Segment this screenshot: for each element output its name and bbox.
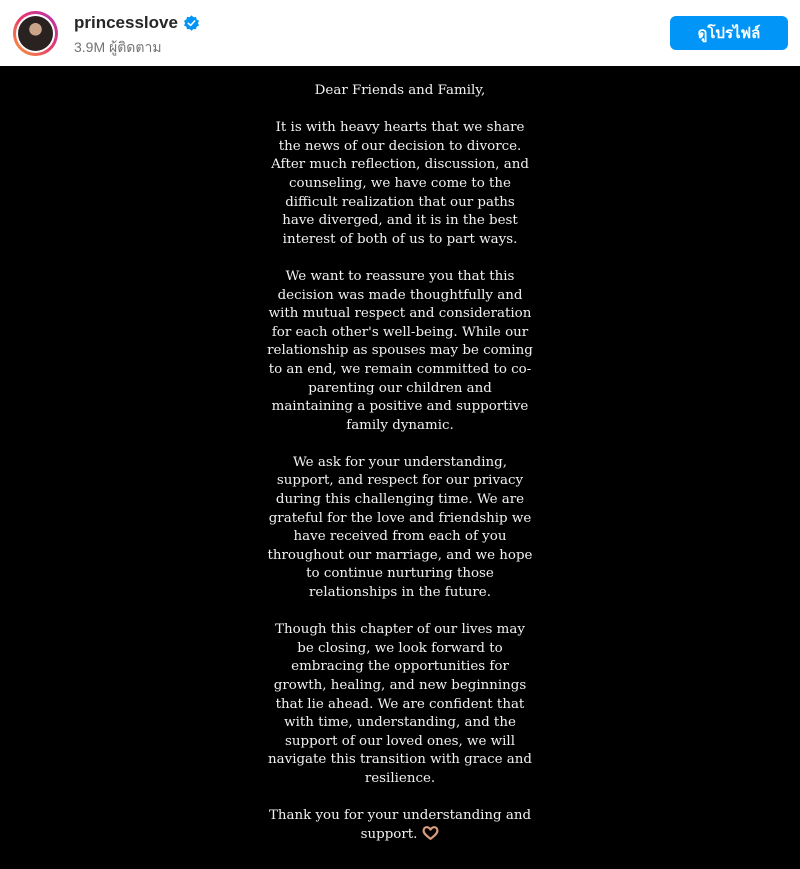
letter-line: decision was made thoughtfully and [277,287,523,303]
letter-line: resilience. [364,770,436,786]
letter-line: interest of both of us to part ways. [282,231,518,247]
letter-line: difficult realization that our paths [285,194,515,210]
post-header [0,0,800,66]
paragraph-1 [250,119,550,249]
letter-line: support. [360,826,418,842]
letter-line: to continue nurturing those [306,566,494,582]
letter-line: We want to reassure you that this [285,268,515,284]
letter-line: navigate this transition with grace and [268,752,532,768]
paragraph-4 [250,621,550,788]
view-profile-button[interactable]: ดูโปรไฟล์ [670,16,788,50]
avatar-photo [18,16,53,51]
follower-count: 3.9M ผู้ติดตาม [74,39,162,55]
letter-line: grateful for the love and friendship we [268,510,532,526]
letter-line: that lie ahead. We are confident that [275,696,525,712]
letter-line: support of our loved ones, we will [285,733,515,749]
letter-line: After much reflection, discussion, and [271,157,529,173]
letter-line: with mutual respect and consideration [268,306,532,322]
letter-line: Thank you for your understanding and [268,808,532,824]
paragraph-3 [250,454,550,603]
paragraph-2 [250,268,550,435]
username-link[interactable]: princesslove [74,13,178,32]
letter-line: embracing the opportunities for [291,659,509,675]
letter-line: during this challenging time. We are [275,492,525,508]
letter-line: support, and respect for our privacy [276,473,524,489]
letter-line: family dynamic. [346,417,454,433]
letter-line: to an end, we remain committed to co- [268,361,532,377]
salutation: Dear Friends and Family, [314,83,486,98]
letter-line: We ask for your understanding, [293,454,507,470]
letter-line: Though this chapter of our lives may [275,622,525,638]
letter-line: for each other's well-being. While our [271,324,529,340]
letter-line: throughout our marriage, and we hope [267,547,533,563]
letter-line: the news of our decision to divorce. [278,138,522,154]
letter-line: relationship as spouses may be coming [267,343,533,359]
letter-line: growth, healing, and new beginnings [273,678,527,693]
letter-line: have received from each of you [293,529,507,545]
verified-badge-icon [183,15,200,32]
letter-line: parenting our children and [308,380,492,396]
letter-line: maintaining a positive and supportive [271,399,529,415]
post-image[interactable] [0,66,800,869]
letter-line: It is with heavy hearts that we share [275,120,525,136]
letter-line: with time, understanding, and the [284,715,516,731]
username-row [74,13,200,33]
closing [250,807,550,844]
letter-line: have diverged, and it is in the best [282,213,518,229]
avatar-border [16,14,55,53]
heart-hands-icon [422,826,439,840]
letter-line: be closing, we look forward to [297,640,503,656]
letter-text [0,82,800,844]
letter-line: relationships in the future. [309,585,491,601]
letter-line: counseling, we have come to the [289,175,511,191]
avatar[interactable] [13,11,58,56]
